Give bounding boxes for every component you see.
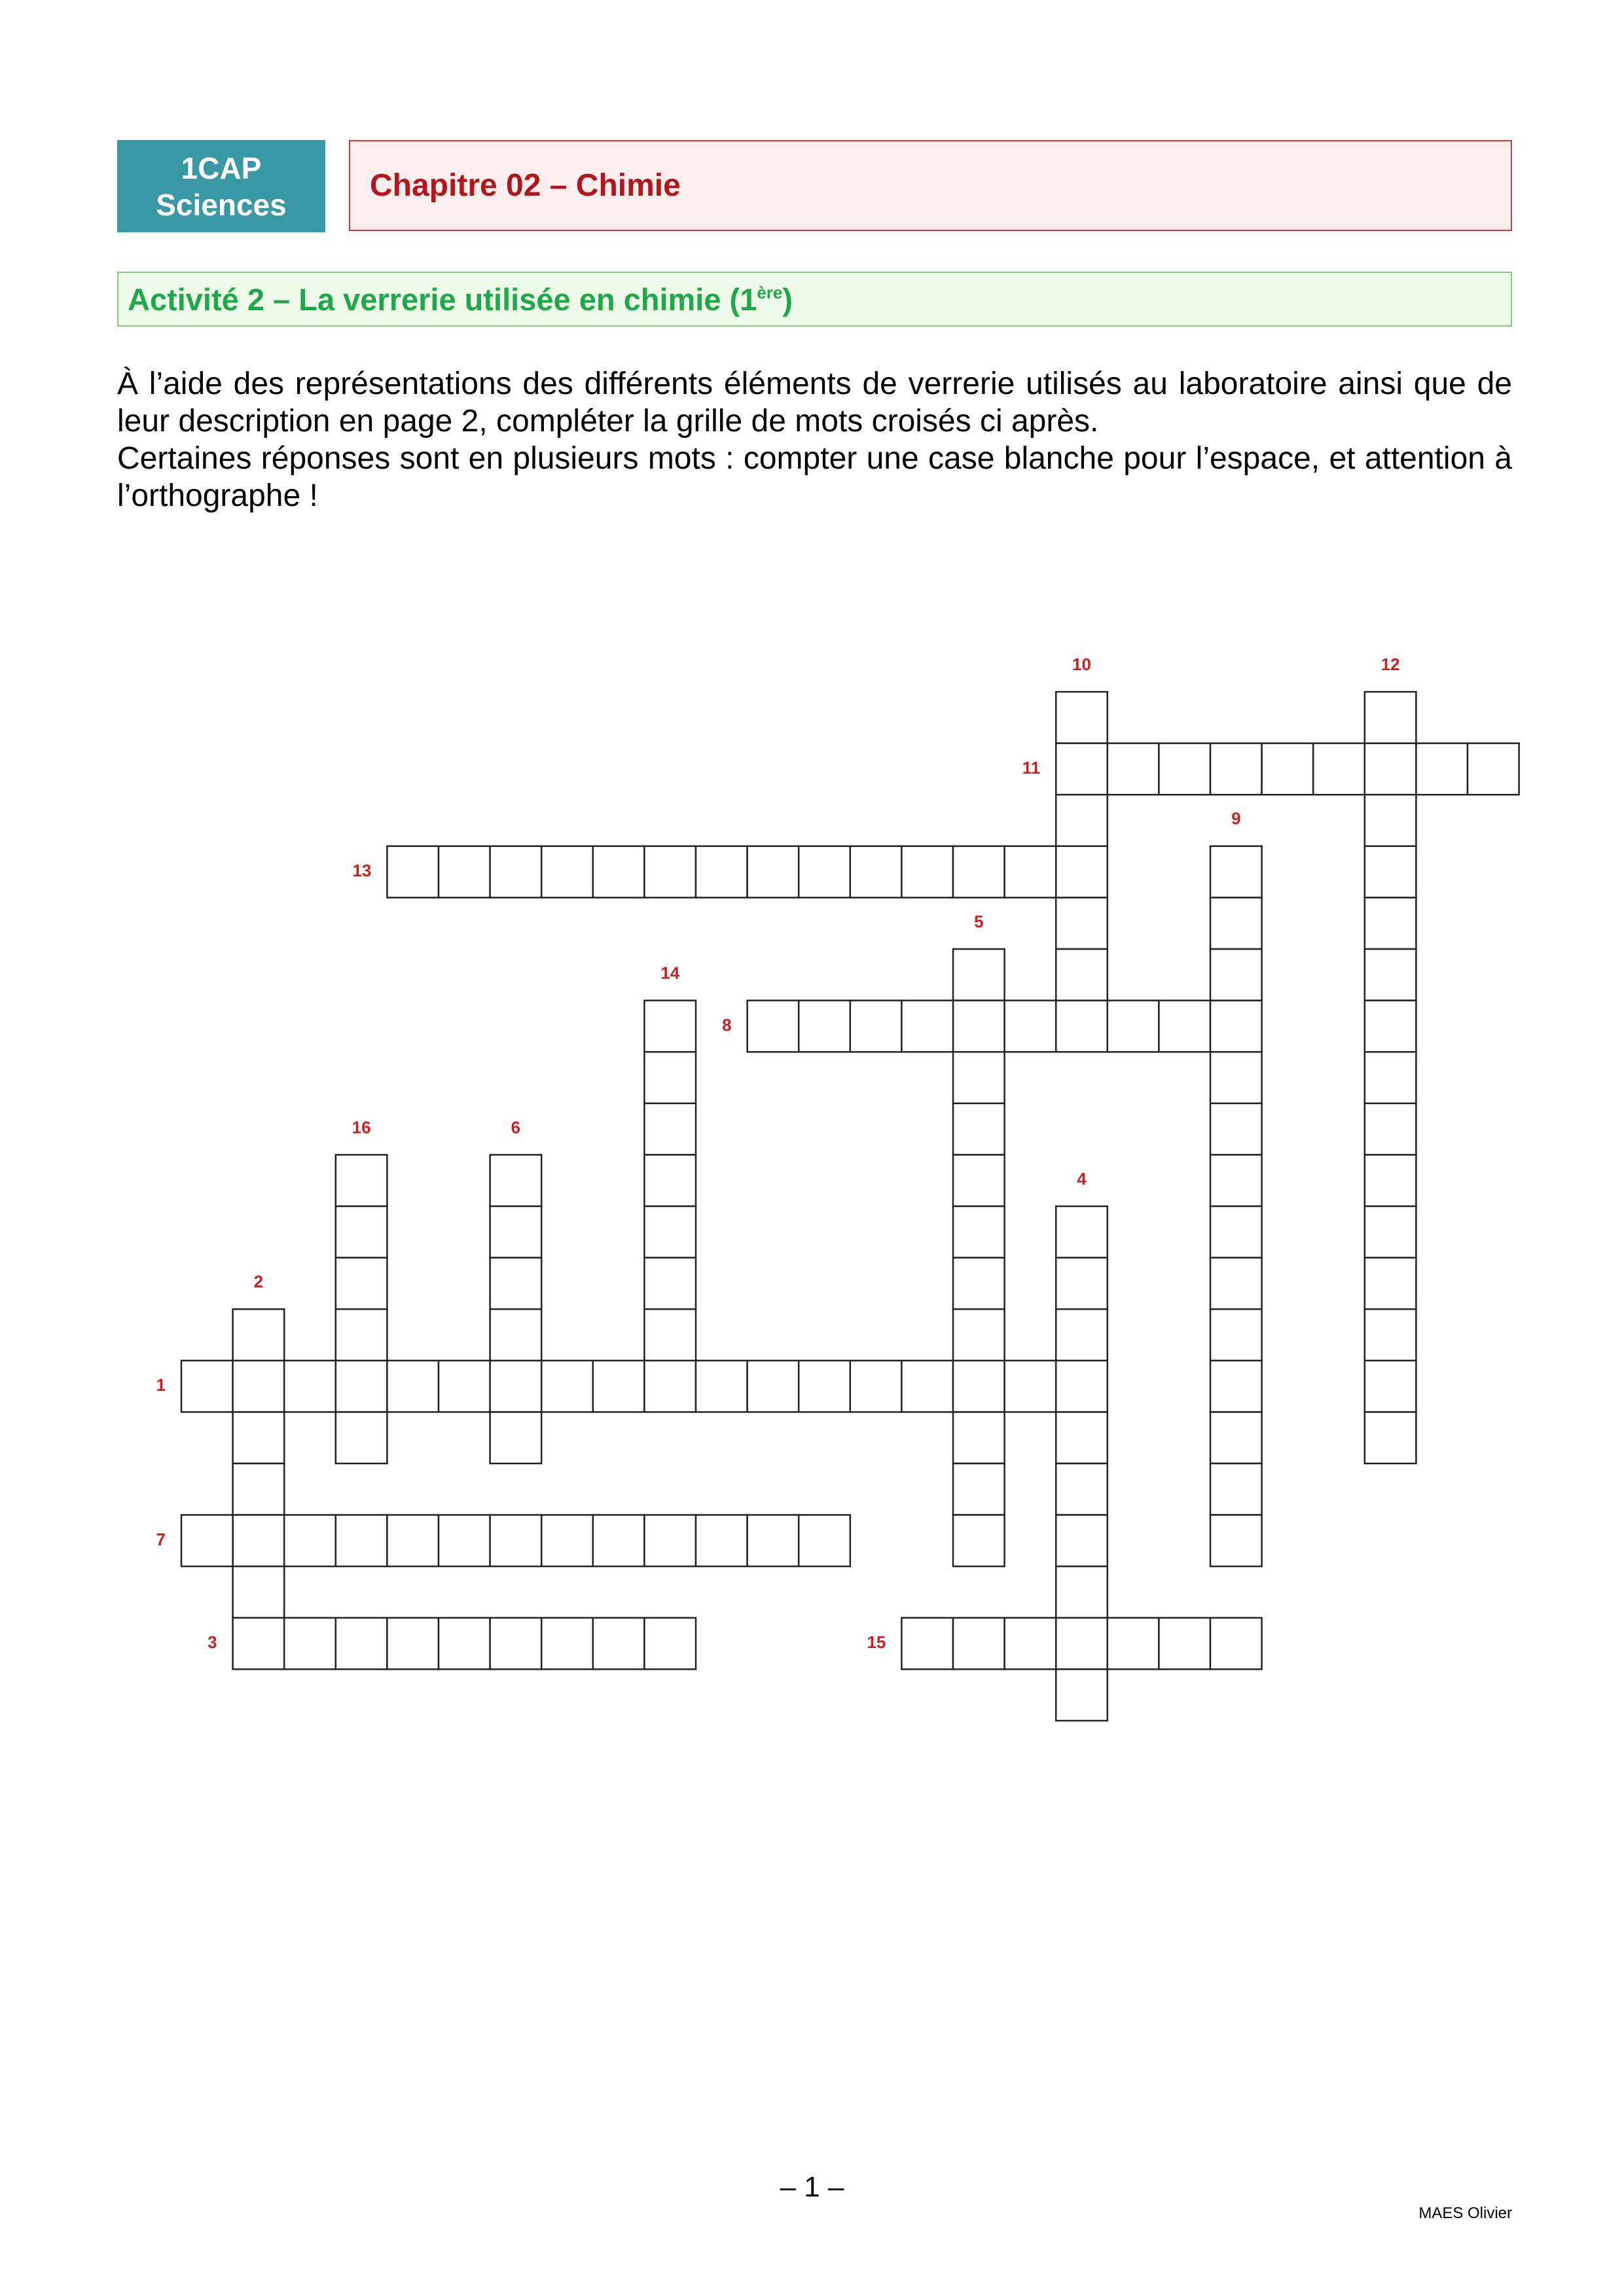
crossword-cell[interactable] (1365, 1309, 1416, 1361)
chapter-title: Chapitre 02 – Chimie (370, 168, 681, 203)
crossword-cell[interactable] (1365, 1258, 1416, 1310)
crossword-cell[interactable] (439, 1361, 490, 1412)
crossword-cell[interactable] (953, 1361, 1005, 1412)
crossword-cell[interactable] (1468, 744, 1519, 795)
crossword-cell[interactable] (748, 1001, 799, 1052)
crossword-cell[interactable] (644, 846, 696, 898)
class-level: 1CAP (181, 151, 262, 185)
crossword-cell[interactable] (1365, 1361, 1416, 1412)
crossword-cell[interactable] (1210, 744, 1262, 795)
crossword-cell[interactable] (644, 1258, 696, 1310)
crossword-cell[interactable] (1365, 897, 1416, 949)
crossword-cell[interactable] (1005, 1618, 1056, 1670)
activity-title-superscript: ère (757, 282, 783, 302)
crossword-cell[interactable] (1159, 1618, 1210, 1670)
crossword-cell[interactable] (1056, 846, 1108, 898)
clue-number-9: 9 (1231, 808, 1241, 829)
crossword-cell[interactable] (593, 846, 645, 898)
crossword-cell[interactable] (644, 1001, 696, 1052)
crossword-cell[interactable] (1005, 1001, 1056, 1052)
crossword-cell[interactable] (644, 1103, 696, 1155)
crossword-cell[interactable] (644, 1206, 696, 1258)
crossword-cell[interactable] (953, 1052, 1005, 1103)
crossword-cell[interactable] (1210, 1052, 1262, 1103)
crossword-cell[interactable] (901, 1361, 953, 1412)
crossword-cell[interactable] (1056, 1001, 1108, 1052)
crossword-cell[interactable] (1056, 1669, 1108, 1721)
crossword-cell[interactable] (1005, 1361, 1056, 1412)
crossword-cell[interactable] (490, 1206, 542, 1258)
crossword-cell[interactable] (1056, 744, 1108, 795)
crossword-cell[interactable] (748, 1515, 799, 1567)
crossword-cell[interactable] (336, 1515, 388, 1567)
crossword-cell[interactable] (490, 1309, 542, 1361)
crossword-cell[interactable] (1210, 1001, 1262, 1052)
crossword-cell[interactable] (1365, 846, 1416, 898)
crossword-cell[interactable] (1416, 744, 1468, 795)
crossword-cell[interactable] (696, 1515, 748, 1567)
crossword-cell[interactable] (1365, 692, 1416, 744)
instructions-paragraph-2: Certaines réponses sont en plusieurs mots : compter une case blanche pour l’espace, et attention à l’orthographe ! (117, 441, 1512, 513)
crossword-cell[interactable] (1210, 949, 1262, 1001)
crossword-cell[interactable] (233, 1412, 285, 1463)
crossword-cell[interactable] (387, 1361, 439, 1412)
crossword-cell[interactable] (439, 1618, 490, 1670)
crossword-cell[interactable] (1365, 949, 1416, 1001)
crossword-cell[interactable] (387, 846, 439, 898)
crossword-cell[interactable] (1056, 1618, 1108, 1670)
crossword-cell[interactable] (387, 1515, 439, 1567)
crossword-cell[interactable] (490, 1412, 542, 1463)
clue-number-2: 2 (253, 1272, 264, 1292)
crossword-cell[interactable] (953, 1618, 1005, 1670)
crossword-cell[interactable] (181, 1361, 233, 1412)
crossword-cell[interactable] (1313, 744, 1365, 795)
crossword-cell[interactable] (953, 1206, 1005, 1258)
crossword-cell[interactable] (953, 1155, 1005, 1206)
crossword-cell[interactable] (490, 1155, 542, 1206)
clue-number-5: 5 (974, 911, 984, 931)
crossword-cell[interactable] (901, 1001, 953, 1052)
crossword-cell[interactable] (644, 1309, 696, 1361)
crossword-cell[interactable] (336, 1155, 388, 1206)
crossword-cell[interactable] (953, 1309, 1005, 1361)
crossword-cell[interactable] (644, 1361, 696, 1412)
page-number: – 1 – (780, 2171, 844, 2203)
author-name: MAES Olivier (1418, 2204, 1512, 2222)
crossword-cell[interactable] (644, 1515, 696, 1567)
crossword-cell[interactable] (490, 1515, 542, 1567)
crossword-cell[interactable] (541, 1618, 593, 1670)
crossword-cell[interactable] (1108, 1001, 1159, 1052)
crossword-cell[interactable] (439, 1515, 490, 1567)
crossword-cell[interactable] (850, 1001, 902, 1052)
crossword-cell[interactable] (1365, 795, 1416, 846)
crossword-cell[interactable] (1365, 1155, 1416, 1206)
crossword-cell[interactable] (953, 1001, 1005, 1052)
clue-number-12: 12 (1380, 654, 1400, 674)
crossword-cell[interactable] (1056, 1258, 1108, 1310)
crossword-cell[interactable] (1056, 692, 1108, 744)
crossword-cell[interactable] (1108, 1618, 1159, 1670)
crossword-cell[interactable] (593, 1618, 645, 1670)
crossword-cell[interactable] (953, 1412, 1005, 1463)
crossword-cell[interactable] (748, 846, 799, 898)
clue-number-3: 3 (208, 1632, 217, 1652)
clue-number-1: 1 (156, 1374, 166, 1395)
crossword-cell[interactable] (1210, 1309, 1262, 1361)
crossword-cell[interactable] (284, 1515, 336, 1567)
crossword-cell[interactable] (336, 1258, 388, 1310)
crossword-cell[interactable] (1365, 1412, 1416, 1463)
crossword-cell[interactable] (644, 1618, 696, 1670)
clue-number-15: 15 (867, 1632, 886, 1652)
crossword-cell[interactable] (696, 846, 748, 898)
crossword-cell[interactable] (1365, 1052, 1416, 1103)
crossword-cell[interactable] (181, 1515, 233, 1567)
crossword-cell[interactable] (850, 846, 902, 898)
crossword-cell[interactable] (1210, 1515, 1262, 1567)
crossword-cell[interactable] (1056, 1361, 1108, 1412)
crossword-cell[interactable] (233, 1463, 285, 1515)
crossword-cell[interactable] (490, 1258, 542, 1310)
crossword-cell[interactable] (953, 1463, 1005, 1515)
crossword-cell[interactable] (1108, 744, 1159, 795)
crossword-cell[interactable] (799, 1361, 850, 1412)
crossword-cell[interactable] (284, 1361, 336, 1412)
crossword-cell[interactable] (1056, 1412, 1108, 1463)
clue-number-4: 4 (1077, 1168, 1087, 1189)
crossword-cell[interactable] (541, 1515, 593, 1567)
crossword-cell[interactable] (696, 1361, 748, 1412)
crossword-cell[interactable] (799, 1515, 850, 1567)
crossword-cell[interactable] (1365, 744, 1416, 795)
class-subject: Sciences (156, 187, 287, 222)
instructions-paragraph-1: À l’aide des représentations des différents éléments de verrerie utilisés au laboratoire ainsi que de leur description en page 2, compléter la grille de mots croisés ci après. (117, 367, 1512, 439)
crossword-cell[interactable] (1210, 1412, 1262, 1463)
crossword-cell[interactable] (1159, 1001, 1210, 1052)
crossword-cell[interactable] (1210, 1206, 1262, 1258)
crossword-cell[interactable] (953, 846, 1005, 898)
activity-title-main: Activité 2 – La verrerie utilisée en chimie (1 (128, 281, 757, 317)
crossword-cell[interactable] (1262, 744, 1314, 795)
crossword-cell[interactable] (593, 1515, 645, 1567)
crossword-cell[interactable] (1210, 1258, 1262, 1310)
crossword-cell[interactable] (1365, 1001, 1416, 1052)
clue-number-6: 6 (511, 1117, 521, 1138)
crossword-cell[interactable] (387, 1618, 439, 1670)
crossword-cell[interactable] (1210, 1361, 1262, 1412)
crossword-cell[interactable] (1159, 744, 1210, 795)
crossword-cell[interactable] (953, 1515, 1005, 1567)
crossword-cell[interactable] (953, 1103, 1005, 1155)
crossword-cell[interactable] (1365, 1206, 1416, 1258)
crossword-cell[interactable] (1210, 1463, 1262, 1515)
crossword-cell[interactable] (490, 1361, 542, 1412)
crossword-cell[interactable] (901, 1618, 953, 1670)
crossword-cell[interactable] (336, 1618, 388, 1670)
crossword-cell[interactable] (336, 1309, 388, 1361)
crossword-cell[interactable] (284, 1618, 336, 1670)
crossword-cell[interactable] (593, 1361, 645, 1412)
crossword-cell[interactable] (1056, 1566, 1108, 1618)
crossword-cell[interactable] (490, 846, 542, 898)
crossword-cell[interactable] (953, 1258, 1005, 1310)
crossword-cell[interactable] (1365, 1103, 1416, 1155)
crossword-cell[interactable] (233, 1566, 285, 1618)
crossword-cell[interactable] (1056, 1206, 1108, 1258)
crossword-cell[interactable] (1210, 897, 1262, 949)
crossword-cell[interactable] (799, 1001, 850, 1052)
crossword-cell[interactable] (799, 846, 850, 898)
crossword-cell[interactable] (233, 1618, 285, 1670)
crossword-cell[interactable] (490, 1618, 542, 1670)
clue-number-10: 10 (1072, 654, 1091, 674)
crossword-cell[interactable] (1005, 846, 1056, 898)
crossword-cell[interactable] (1210, 846, 1262, 898)
crossword-cell[interactable] (1056, 795, 1108, 846)
crossword-cell[interactable] (1056, 1463, 1108, 1515)
crossword-cell[interactable] (541, 846, 593, 898)
clue-number-13: 13 (352, 860, 372, 880)
activity-title-end: ) (782, 281, 793, 317)
crossword-cell[interactable] (1210, 1618, 1262, 1670)
crossword-cell[interactable] (336, 1412, 388, 1463)
crossword-cell[interactable] (233, 1309, 285, 1361)
crossword-cell[interactable] (1056, 897, 1108, 949)
crossword-cell[interactable] (336, 1361, 388, 1412)
crossword-cell[interactable] (644, 1052, 696, 1103)
crossword-cell[interactable] (644, 1155, 696, 1206)
crossword-cell[interactable] (233, 1515, 285, 1567)
clue-number-8: 8 (722, 1014, 732, 1035)
clue-number-14: 14 (660, 963, 680, 983)
clue-number-11: 11 (1022, 757, 1041, 778)
crossword-cell[interactable] (953, 949, 1005, 1001)
crossword-cell[interactable] (1210, 1103, 1262, 1155)
crossword-cell[interactable] (439, 846, 490, 898)
clue-number-16: 16 (352, 1117, 371, 1138)
crossword-cell[interactable] (541, 1361, 593, 1412)
crossword-cell[interactable] (1056, 949, 1108, 1001)
crossword-cell[interactable] (850, 1361, 902, 1412)
crossword-cell[interactable] (748, 1361, 799, 1412)
crossword-cell[interactable] (233, 1361, 285, 1412)
crossword-cell[interactable] (1210, 1155, 1262, 1206)
crossword-cell[interactable] (901, 846, 953, 898)
crossword-cell[interactable] (1056, 1309, 1108, 1361)
clue-number-7: 7 (156, 1529, 166, 1549)
crossword-cell[interactable] (1056, 1515, 1108, 1567)
crossword-cell[interactable] (336, 1206, 388, 1258)
